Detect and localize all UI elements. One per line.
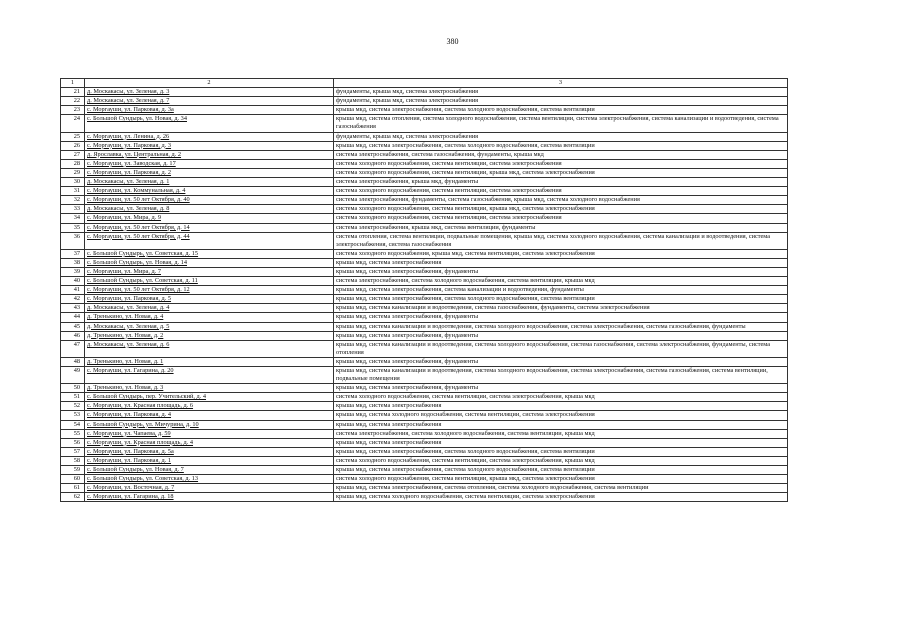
row-works: крыша мкд, система электроснабжения, система холодного водоснабжения, система вентиляции	[334, 141, 788, 150]
row-number: 46	[61, 331, 85, 340]
row-number: 55	[61, 429, 85, 438]
table-row	[61, 286, 788, 295]
page-number: 380	[446, 37, 459, 46]
row-works: крыша мкд, система электроснабжения, фундаменты	[334, 331, 788, 340]
table-row	[61, 178, 788, 187]
table-row	[61, 357, 788, 366]
row-works: система электроснабжения, система холодного водоснабжения, система вентиляции, крыша мкд	[334, 429, 788, 438]
row-works: крыша мкд, система электроснабжения	[334, 402, 788, 411]
row-number: 42	[61, 295, 85, 304]
table-row	[61, 466, 788, 475]
table-header-row	[61, 79, 788, 88]
row-number: 22	[61, 97, 85, 106]
row-number: 30	[61, 178, 85, 187]
row-address: с. Моргауши, ул. Гагарина, д. 20	[85, 367, 334, 384]
row-number: 27	[61, 150, 85, 159]
row-works: система холодного водоснабжения, система вентиляции, система электроснабжения	[334, 187, 788, 196]
row-address: с. Большой Сундырь, ул. Советская, д. 15	[85, 249, 334, 258]
row-works: крыша мкд, система электроснабжения, система холодного водоснабжения, система вентиляции	[334, 295, 788, 304]
table-row	[61, 384, 788, 393]
row-works: крыша мкд, система электроснабжения, система холодного водоснабжения, система вентиляции	[334, 466, 788, 475]
table-row	[61, 456, 788, 465]
row-number: 34	[61, 214, 85, 223]
row-works: система холодного водоснабжения, система вентиляции, система электроснабжения	[334, 159, 788, 168]
table-row	[61, 313, 788, 322]
row-number: 51	[61, 393, 85, 402]
row-address: д. Ярославка, ул. Центральная, д. 2	[85, 150, 334, 159]
row-address: с. Моргауши, ул. Ленина, д. 26	[85, 132, 334, 141]
row-works: система холодного водоснабжения, система вентиляции, крыша мкд, система электроснабжения	[334, 475, 788, 484]
row-address: с. Большой Сундырь, пер. Учительский, д. 4	[85, 393, 334, 402]
table-row	[61, 196, 788, 205]
row-address: д. Москакасы, ул. Зеленая, д. 7	[85, 97, 334, 106]
table-row	[61, 106, 788, 115]
row-address: с. Моргауши, ул. Восточная, д. 7	[85, 484, 334, 493]
table-row	[61, 393, 788, 402]
row-works: система электроснабжения, система газоснабжения, фундаменты, крыша мкд	[334, 150, 788, 159]
table-row	[61, 214, 788, 223]
row-address: с. Моргауши, ул. Парковая, д. 3а	[85, 106, 334, 115]
row-works: крыша мкд, система электроснабжения, фундаменты	[334, 384, 788, 393]
row-works: система холодного водоснабжения, система вентиляции, крыша мкд, система электроснабжения	[334, 205, 788, 214]
row-address: с. Большой Сундырь, ул. Новая, д. 7	[85, 466, 334, 475]
row-address: с. Большой Сундырь, ул. Советская, д. 11	[85, 277, 334, 286]
row-address: с. Моргауши, ул. Парковая, д. 2	[85, 168, 334, 177]
row-works: система электроснабжения, крыша мкд, фундаменты	[334, 178, 788, 187]
row-address: с. Моргауши, ул. Мира, д. 9	[85, 214, 334, 223]
row-works: система холодного водоснабжения, система вентиляции, система электроснабжения, крыша мкд	[334, 393, 788, 402]
row-number: 31	[61, 187, 85, 196]
row-works: крыша мкд, система электроснабжения	[334, 420, 788, 429]
row-address: д. Москакасы, ул. Зеленая, д. 6	[85, 340, 334, 357]
table-row	[61, 277, 788, 286]
row-works: крыша мкд, система канализации и водоотведения, система газоснабжения, фундаменты, система электроснабжения	[334, 304, 788, 313]
row-works: крыша мкд, система электроснабжения, фундаменты	[334, 357, 788, 366]
row-number: 50	[61, 384, 85, 393]
row-works: крыша мкд, система электроснабжения	[334, 438, 788, 447]
row-number: 38	[61, 258, 85, 267]
row-number: 56	[61, 438, 85, 447]
row-address: д. Тренькино, ул. Новая, д. 1	[85, 357, 334, 366]
row-number: 54	[61, 420, 85, 429]
row-address: с. Моргауши, ул. 50 лет Октября, д. 12	[85, 286, 334, 295]
row-address: с. Моргауши, ул. 50 лет Октября, д. 14	[85, 223, 334, 232]
table-row	[61, 420, 788, 429]
row-number: 24	[61, 115, 85, 132]
table-row	[61, 475, 788, 484]
table-row	[61, 115, 788, 132]
row-address: с. Моргауши, ул. Парковая, д. 3	[85, 141, 334, 150]
row-number: 53	[61, 411, 85, 420]
row-number: 44	[61, 313, 85, 322]
table-row	[61, 295, 788, 304]
row-works: крыша мкд, система электроснабжения, фундаменты	[334, 267, 788, 276]
row-works: система электроснабжения, фундаменты, система газоснабжения, крыша мкд, система холодного водоснабжения	[334, 196, 788, 205]
row-address: с. Моргауши, ул. 50 лет Октября, д. 40	[85, 196, 334, 205]
table-row	[61, 159, 788, 168]
table-row	[61, 187, 788, 196]
row-works: фундаменты, крыша мкд, система электроснабжения	[334, 132, 788, 141]
row-number: 33	[61, 205, 85, 214]
row-number: 26	[61, 141, 85, 150]
row-address: с. Моргауши, ул. Красная площадь, д. 4	[85, 438, 334, 447]
table-row	[61, 340, 788, 357]
header-col-address: 2	[85, 79, 334, 88]
row-works: крыша мкд, система отопления, система холодного водоснабжения, система вентиляции, система электроснабжения, система канализации и водоотведения, система газоснабжения	[334, 115, 788, 132]
row-number: 58	[61, 456, 85, 465]
row-number: 47	[61, 340, 85, 357]
row-works: система отопления, система вентиляции, подвальные помещения, крыша мкд, система холодного водоснабжения, система канализации и водоотведения, система электроснабжения, система газоснабжения	[334, 232, 788, 249]
table-row	[61, 249, 788, 258]
row-address: с. Моргауши, ул. Парковая, д. 5	[85, 295, 334, 304]
row-address: с. Моргауши, ул. Чапаева, д. 59	[85, 429, 334, 438]
row-number: 43	[61, 304, 85, 313]
row-number: 25	[61, 132, 85, 141]
row-number: 28	[61, 159, 85, 168]
row-address: д. Москакасы, ул. Зеленая, д. 8	[85, 205, 334, 214]
row-works: крыша мкд, система электроснабжения, система канализации и водоотведения, фундаменты	[334, 286, 788, 295]
row-number: 60	[61, 475, 85, 484]
row-works: крыша мкд, система канализации и водоотведения, система холодного водоснабжения, система электроснабжения, система газоснабжения, фундаменты	[334, 322, 788, 331]
housing-repair-table	[60, 78, 788, 502]
row-number: 29	[61, 168, 85, 177]
row-address: с. Моргауши, ул. Парковая, д. 4	[85, 411, 334, 420]
header-col-works: 3	[334, 79, 788, 88]
table-row	[61, 367, 788, 384]
table-row	[61, 267, 788, 276]
table-row	[61, 438, 788, 447]
row-works: система электроснабжения, система холодного водоснабжения, система вентиляции, крыша мкд	[334, 277, 788, 286]
row-address: с. Моргауши, ул. Мира, д. 7	[85, 267, 334, 276]
row-address: с. Моргауши, ул. Парковая, д. 1	[85, 456, 334, 465]
row-address: с. Моргауши, ул. Красная площадь, д. 6	[85, 402, 334, 411]
row-number: 39	[61, 267, 85, 276]
table-row	[61, 447, 788, 456]
row-address: д. Тренькино, ул. Новая, д. 4	[85, 313, 334, 322]
table-row	[61, 304, 788, 313]
table-row	[61, 205, 788, 214]
row-address: д. Москакасы, ул. Зеленая, д. 4	[85, 304, 334, 313]
row-works: крыша мкд, система холодного водоснабжения, система вентиляции, система электроснабжения	[334, 493, 788, 502]
row-works: система электроснабжения, крыша мкд, система вентиляции, фундаменты	[334, 223, 788, 232]
row-address: д. Москакасы, ул. Зеленая, д. 1	[85, 178, 334, 187]
table-row	[61, 132, 788, 141]
row-works: система холодного водоснабжения, система вентиляции, система электроснабжения, крыша мкд	[334, 456, 788, 465]
table-row	[61, 223, 788, 232]
table-row	[61, 150, 788, 159]
row-address: с. Большой Сундырь, ул. Новая, д. 14	[85, 258, 334, 267]
row-works: крыша мкд, система канализации и водоотведения, система холодного водоснабжения, система газоснабжения, система электроснабжения, фундаменты, система отопления	[334, 340, 788, 357]
row-address: с. Моргауши, ул. 50 лет Октября, д. 44	[85, 232, 334, 249]
row-works: крыша мкд, система электроснабжения, система холодного водоснабжения, система вентиляции	[334, 106, 788, 115]
row-address: с. Моргауши, ул. Коммунальная, д. 4	[85, 187, 334, 196]
row-works: система холодного водоснабжения, система вентиляции, система электроснабжения	[334, 214, 788, 223]
table-row	[61, 258, 788, 267]
table-row	[61, 97, 788, 106]
row-number: 41	[61, 286, 85, 295]
table-row	[61, 168, 788, 177]
row-address: д. Тренькино, ул. Новая, д. 3	[85, 384, 334, 393]
row-number: 52	[61, 402, 85, 411]
table-row	[61, 322, 788, 331]
row-address: с. Большой Сундырь, ул. Советская, д. 13	[85, 475, 334, 484]
row-number: 23	[61, 106, 85, 115]
row-works: крыша мкд, система электроснабжения, система отопления, система холодного водоснабжения, система вентиляции	[334, 484, 788, 493]
header-col-number: 1	[61, 79, 85, 88]
row-works: крыша мкд, система электроснабжения, система холодного водоснабжения, система вентиляции	[334, 447, 788, 456]
row-works: крыша мкд, система канализации и водоотведения, система холодного водоснабжения, система электроснабжения, система газоснабжения, система вентиляции, подвальные помещения	[334, 367, 788, 384]
table-row	[61, 232, 788, 249]
row-number: 32	[61, 196, 85, 205]
table-row	[61, 411, 788, 420]
row-works: крыша мкд, система электроснабжения	[334, 258, 788, 267]
row-works: крыша мкд, система электроснабжения, фундаменты	[334, 313, 788, 322]
table-row	[61, 493, 788, 502]
row-address: д. Москакасы, ул. Зеленая, д. 3	[85, 88, 334, 97]
row-works: крыша мкд, система холодного водоснабжения, система вентиляции, система электроснабжения	[334, 411, 788, 420]
row-number: 37	[61, 249, 85, 258]
row-number: 62	[61, 493, 85, 502]
row-works: система холодного водоснабжения, система вентиляции, крыша мкд, система электроснабжения	[334, 168, 788, 177]
table-row	[61, 88, 788, 97]
row-number: 59	[61, 466, 85, 475]
row-works: система холодного водоснабжения, крыша мкд, система вентиляции, система электроснабжения	[334, 249, 788, 258]
row-number: 45	[61, 322, 85, 331]
row-address: с. Большой Сундырь, ул. Мичурина, д. 10	[85, 420, 334, 429]
row-address: д. Москакасы, ул. Зеленая, д. 5	[85, 322, 334, 331]
row-address: с. Моргауши, ул. Парковая, д. 5а	[85, 447, 334, 456]
table-row	[61, 484, 788, 493]
table-row	[61, 402, 788, 411]
row-address: с. Моргауши, ул. Заводская, д. 17	[85, 159, 334, 168]
row-number: 48	[61, 357, 85, 366]
row-number: 40	[61, 277, 85, 286]
row-address: д. Тренькино, ул. Новая, д. 2	[85, 331, 334, 340]
row-works: фундаменты, крыша мкд, система электроснабжения	[334, 97, 788, 106]
row-number: 21	[61, 88, 85, 97]
row-address: с. Большой Сундырь, ул. Новая, д. 34	[85, 115, 334, 132]
row-number: 57	[61, 447, 85, 456]
row-number: 49	[61, 367, 85, 384]
table-row	[61, 429, 788, 438]
row-address: с. Моргауши, ул. Гагарина, д. 18	[85, 493, 334, 502]
row-number: 61	[61, 484, 85, 493]
row-number: 36	[61, 232, 85, 249]
row-works: фундаменты, крыша мкд, система электроснабжения	[334, 88, 788, 97]
table-row	[61, 331, 788, 340]
table-row	[61, 141, 788, 150]
row-number: 35	[61, 223, 85, 232]
